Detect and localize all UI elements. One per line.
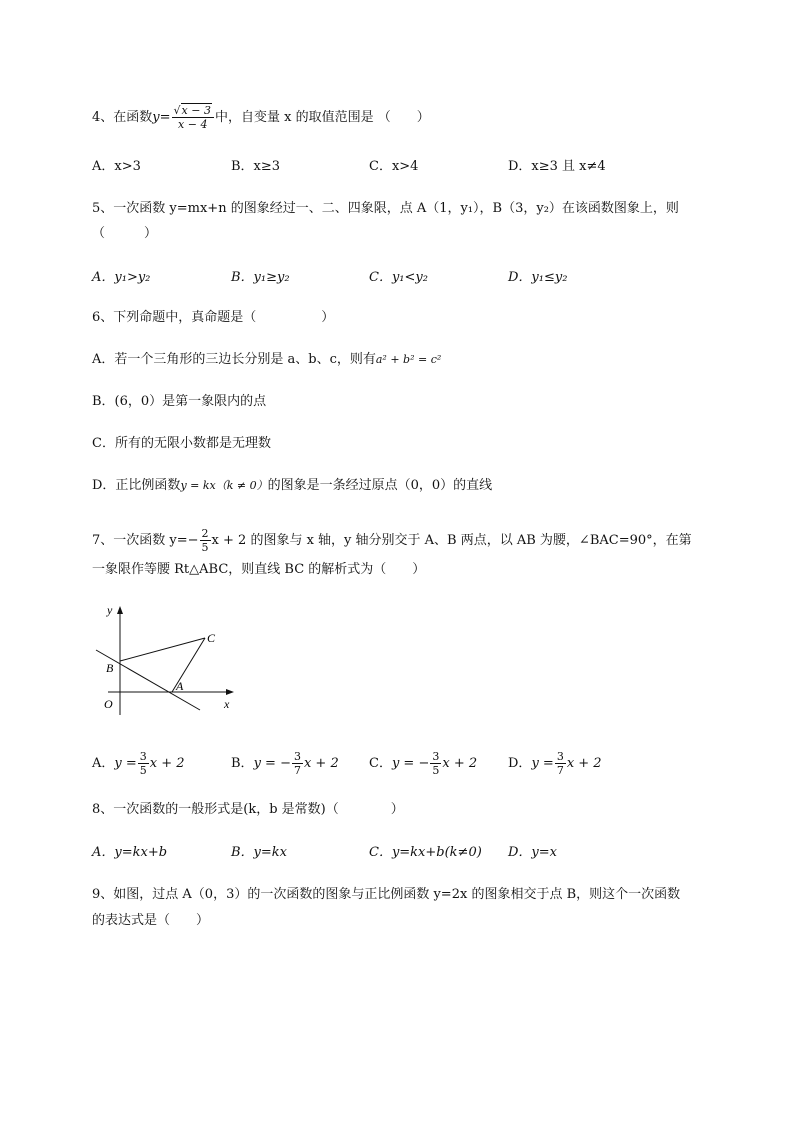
q7-option-a-tail: x + 2: [149, 756, 185, 771]
q5-option-c: C．y₁<y₂: [369, 270, 428, 285]
q7-frac-den: 5: [201, 541, 209, 554]
q5-option-d: D．y₁≤y₂: [508, 270, 568, 285]
q5-option-b: B．y₁≥y₂: [231, 270, 290, 285]
q4-func-lhs: y=: [152, 110, 171, 125]
q6-option-d-formula: y = kx（k ≠ 0）: [180, 479, 268, 492]
q6-option-b: B．(6，0）是第一象限内的点: [92, 394, 267, 409]
q4-option-a: A．x>3: [92, 159, 141, 174]
label-y: y: [107, 603, 113, 617]
q4-suffix: 中，自变量 x 的取值范围是 （ ）: [214, 110, 430, 125]
question-5: 5、一次函数 y=mx+n 的图象经过一、二、四象限，点 A（1，y₁），B（3，y₂）在该函数图象上，则: [92, 201, 679, 216]
q8-option-a: A．y=kx+b: [92, 845, 168, 860]
q7-option-a-frac: [138, 750, 149, 777]
q7-option-a-lhs: y =: [114, 756, 137, 771]
q7-option-d-den: 7: [556, 764, 564, 777]
q7-option-c-label: C．: [369, 756, 392, 771]
q4-prefix: 4、在函数: [92, 110, 153, 125]
q7-option-d-tail: x + 2: [566, 756, 602, 771]
q6-option-d-prefix: D．正比例函数: [92, 478, 181, 493]
question-9-line2: 的表达式是（ ）: [92, 913, 210, 928]
q7-option-a-num: 3: [139, 750, 147, 763]
question-5-paren: （ ）: [92, 226, 158, 241]
question-7: [92, 527, 692, 554]
q7-option-c-frac: [430, 750, 441, 777]
q7-option-d-frac: [555, 750, 566, 777]
question-7-line2: 一象限作等腰 Rt△ABC，则直线 BC 的解析式为（ ）: [92, 562, 426, 577]
q6-option-a-text: A．若一个三角形的三边长分别是 a、b、c，则有: [92, 352, 376, 367]
q8-option-d: D．y=x: [508, 845, 557, 860]
q7-prefix: 7、一次函数 y=−: [92, 533, 199, 548]
question-6: 6、下列命题中，真命题是（ ）: [92, 310, 335, 325]
q8-option-b: B．y=kx: [231, 845, 287, 860]
label-o: O: [104, 697, 113, 711]
label-x: x: [224, 697, 230, 711]
q4-option-c: C．x>4: [369, 159, 419, 174]
label-a: A: [176, 679, 184, 693]
q6-option-d-suffix: 的图象是一条经过原点（0，0）的直线: [267, 478, 493, 493]
q7-option-d-label: D．: [508, 756, 532, 771]
label-b: B: [106, 661, 114, 675]
q7-option-a-label: A．: [92, 756, 115, 771]
y-axis-arrow: [117, 606, 123, 614]
q7-option-a: [92, 750, 185, 777]
q7-fraction: [200, 527, 211, 554]
segment-bc: [120, 638, 205, 661]
label-c: C: [207, 631, 216, 645]
q7-option-b-den: 7: [293, 764, 301, 777]
q7-option-b-frac: [292, 750, 303, 777]
q7-option-a-den: 5: [139, 764, 147, 777]
q4-radicand: x − 3: [181, 104, 211, 117]
q7-option-b-label: B．: [231, 756, 254, 771]
question-8: 8、一次函数的一般形式是(k，b 是常数)（ ）: [92, 802, 404, 817]
q4-option-d: D．x≥3 且 x≠4: [508, 159, 606, 174]
question-9: 9、如图，过点 A（0，3）的一次函数的图象与正比例函数 y=2x 的图象相交于点 B，则这个一次函数: [92, 887, 681, 902]
q7-option-d-lhs: y =: [531, 756, 554, 771]
q7-option-b: [231, 750, 339, 777]
q7-option-d: [508, 750, 602, 777]
q7-option-c: [369, 750, 477, 777]
q6-option-a-formula: a² + b² = c²: [375, 353, 442, 366]
q7-option-c-den: 5: [432, 764, 440, 777]
q6-option-c: C．所有的无限小数都是无理数: [92, 436, 271, 451]
q7-option-b-tail: x + 2: [303, 756, 339, 771]
q7-option-b-lhs: y = −: [253, 756, 291, 771]
q7-suffix: x + 2 的图象与 x 轴，y 轴分别交于 A、B 两点，以 AB 为腰，∠BAC=90°，在第: [211, 533, 692, 548]
q6-option-d: [92, 476, 492, 496]
q7-option-b-num: 3: [293, 750, 301, 763]
q7-option-c-num: 3: [432, 750, 440, 763]
q4-fraction: $\frac{√x - 3}{x - 4}$: [172, 104, 214, 131]
q4-option-b: B．x≥3: [231, 159, 281, 174]
q7-figure: [90, 600, 250, 720]
x-axis-arrow: [226, 689, 234, 695]
q8-option-c: C．y=kx+b(k≠0): [369, 845, 482, 860]
q4-denominator: x − 4: [178, 118, 208, 131]
question-4: [92, 104, 430, 131]
q7-option-c-tail: x + 2: [442, 756, 478, 771]
q7-option-c-lhs: y = −: [391, 756, 430, 771]
q7-frac-num: 2: [201, 527, 209, 540]
q6-option-a: [92, 350, 441, 370]
q5-option-a: A．y₁>y₂: [92, 270, 151, 285]
q7-option-d-num: 3: [556, 750, 564, 763]
